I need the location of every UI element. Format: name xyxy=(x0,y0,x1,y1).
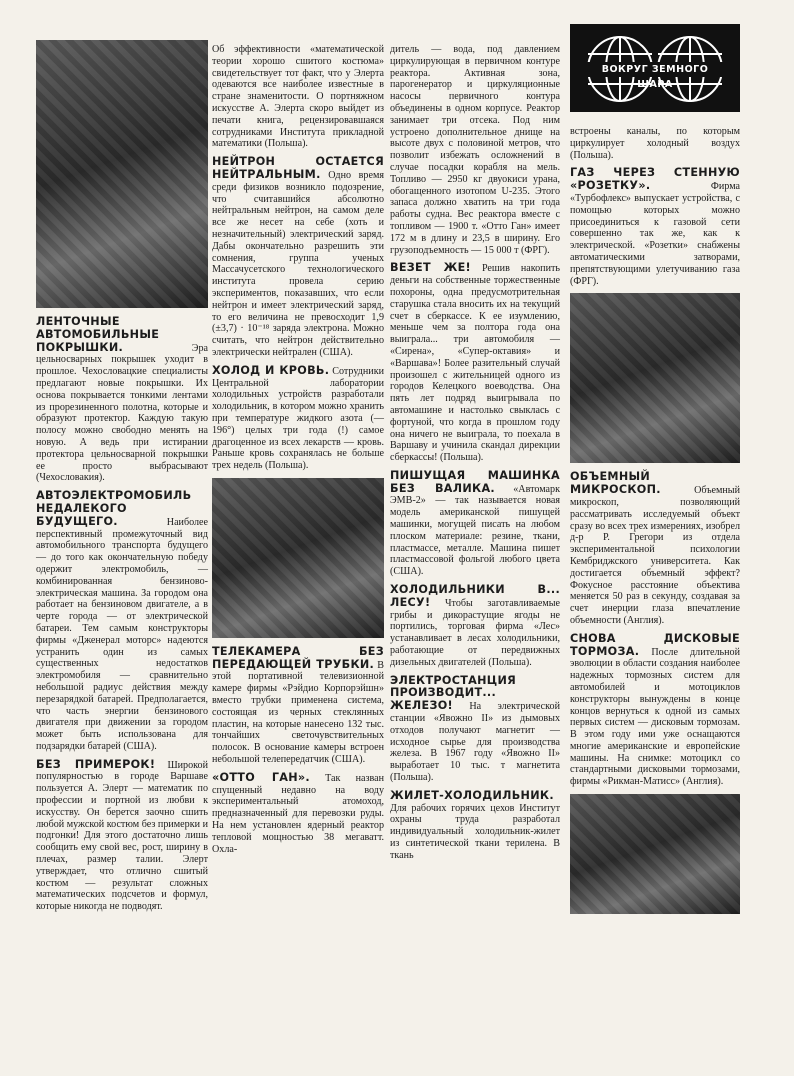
headline-typewriter: ПИШУЩАЯ МАШИНКА БЕЗ ВАЛИКА. xyxy=(390,468,560,495)
article-microscope: Объемный микроскоп, позволяющий рассматривать исследуемый объект сразу во всех трех измерениях, изобрел д-р Р. Грегори из отдела экспериментальной психологии Кембриджского университета. Как достигается объемный эффект? Фокусное расстояние объектива меняется 50 раз в секунду, создавая за счет инерции глаза впечатление объемности (Англия). xyxy=(570,485,740,626)
column-1 xyxy=(36,40,208,919)
article-cooling-vest: Для рабочих горячих цехов Институт охраны труда разработал индивидуальный холодильник-жилет из синтетической ткани терилена. В ткань xyxy=(390,802,560,861)
article-gas-socket: Фирма «Турбофлекс» выпускает устройства, с помощью которых можно присоединиться к газовой сети совершенно так же, как к электрической. «Розетки» снабжены автоматическими затворами, препятствующими улетучиванию газа (ФРГ). xyxy=(570,181,740,287)
headline-cooling-vest: ЖИЛЕТ-ХОЛОДИЛЬНИК. xyxy=(390,788,554,802)
article-lucky: Решив накопить деньги на собственные торжественные похороны, одна предусмотрительная старушка стала вносить их на текущий счет в сберкассе. К ее изумлению, меньше чем за полтора года она выиграла... три автомобиля — «Сирена», «Супер-октавия» и «Варшава»! Более разительный случай произошел с жительницей одного из городов Келецкого воеводства. Она пять лет подряд выигрывала по автомашине и настолько свыклась с фортуной, что когда в прошлом году она ничего не выиграла, то поехала в Варшаву и учинила скандал дирекции сберкассы! (Польша). xyxy=(390,263,560,464)
article-otto-hahn: Так назван спущенный недавно на воду экспериментальный атомоход, предназначенный для перевозки руды. На нем установлен ядерный реактор тепловой мощностью 38 мегаватт. Охла- xyxy=(212,772,384,855)
headline-gas-socket: ГАЗ ЧЕРЕЗ СТЕННУЮ «РОЗЕТКУ». xyxy=(570,166,740,193)
headline-microscope: ОБЪЕМНЫЙ МИКРОСКОП. xyxy=(570,470,661,497)
headline-tv-camera: ТЕЛЕКАМЕРА БЕЗ ПЕРЕДАЮЩЕЙ ТРУБКИ. xyxy=(212,644,384,671)
article-otto-hahn-continued: дитель — вода, под давлением циркулирующая в первичном контуре реактора. Активная зона, парогенератор и циркуляционные насосы первичного контура объединены в одном корпусе. Реактор занимает три отсека. Под ним устроено дополнительное днище на высоте двух с половиной метров, что позволит избежать осложнений в случае посадки корабля на мель. Топливо — 2950 кг двуокиси урана, обогащенного изотопом U-235. Этого запаса должно хватить на три года работы судна. Вес реактора вместе с топливом — 1900 т. «Отто Ган» имеет 172 м в длину и 23,5 в ширину. Его грузоподъемность — 15 000 т (ФРГ). xyxy=(390,44,560,256)
headline-otto-hahn: «ОТТО ГАН». xyxy=(212,770,310,784)
article-typewriter: «Автомарк ЭМВ-2» — так называется новая модель американской пишущей машинки, могущей писать на любом плоском материале: резине, ткани, пластмассе, металле. Машина пишет пластмассовой фольгой любого цвета (США). xyxy=(390,483,560,578)
photo-motorcycle xyxy=(570,794,740,914)
section-logo xyxy=(570,24,740,112)
article-forest-fridge: Чтобы заготавливаемые грибы и дикорастущие ягоды не портились, торговая фирма «Лес» устанавливает в лесах холодильники, работающие от передвижных дизельных двигателей (Польша). xyxy=(390,597,560,668)
headline-lucky: ВЕЗЕТ ЖЕ! xyxy=(390,261,471,275)
article-tailor-continued: Об эффективности «математической теории хорошо сшитого костюма» свидетельствует тот факт, что у Элерта одеваются все наиболее известные в стране знаменитости. О портняжном искусстве А. Элерта скоро выйдет из печати книга, рецензировавшаяся сотрудниками Института прикладной математики (Польша). xyxy=(212,44,384,150)
headline-no-fitting: БЕЗ ПРИМЕРОК! xyxy=(36,757,156,771)
column-4 xyxy=(570,24,740,922)
article-hybrid-car: Наиболее перспективный промежуточный вид автомобильного транспорта будущего — до того как окончательную победу одержит электромобиль, — комбинированная бензиново-электрическая машина. За городом она работает на бензиновом двигателе, а в черте города — от электрической батареи. Тем самым конструкторы фирмы «Дженерал моторс» надеются устранить один из самых существенных недостатков электромобиля — сравнительно небольшой радиус действия между перезарядкой батарей. Предполагается, что часть энергии бензинового двигателя при движении за городом может быть использована для подзарядки батарей (США). xyxy=(36,516,208,752)
article-cooling-vest-continued: встроены каналы, по которым циркулирует холодный воздух (Польша). xyxy=(570,126,740,161)
headline-neutron: НЕЙТРОН ОСТАЕТСЯ НЕЙТРАЛЬНЫМ. xyxy=(212,155,384,181)
headline-forest-fridge: ХОЛОДИЛЬНИКИ В... ЛЕСУ! xyxy=(390,583,560,609)
headline-tires: ЛЕНТОЧНЫЕ АВТОМОБИЛЬНЫЕ ПОКРЫШКИ. xyxy=(36,315,160,354)
photo-man-with-tire xyxy=(36,40,208,308)
headline-hybrid-car: АВТОЭЛЕКТРОМОБИЛЬ НЕДАЛЕКОГО БУДУЩЕГО. xyxy=(36,489,192,528)
article-power-iron: На электрической станции «Явожно II» из дымовых отходов получают магнетит — исходное сырье для производства железа. В 1967 году «Явожно II» выработает 10 тыс. т магнетита (Польша). xyxy=(390,701,560,784)
article-neutron: Одно время среди физиков возникло подозрение, что считавшийся абсолютно нейтральным нейтрон, на самом деле все же несет на себе (хоть и незначительный) электрический заряд. Дабы окончательно разрешить эти сомнения, группа ученых Массачусетского технологического института провела серию экспериментов, показавших, что если нейтрон и имеет электрический заряд, то его величина не превосходит 1,9 (±3,7) · 10⁻¹⁸ заряда электрона. Можно считать, что нейтрон действительно электрически нейтрален (США). xyxy=(212,169,384,358)
article-tv-camera: В этой портативной телевизионной камере фирмы «Рэйдио Корпорэйшн» вместо трубки применена система, состоящая из черных стеклянных пластин, на которые нанесено 132 тыс. тончайших светочувствительных полосок. В основание камеры встроен небольшой телепередатчик (США). xyxy=(212,659,384,766)
article-no-fitting: Широкой популярностью в городе Варшаве пользуется А. Элерт — математик по профессии и портной из любви к искусству. Он берется заочно сшить любой мужской костюм без примерки и подгонки! Для этого достаточно лишь сообщить ему свой вес, рост, ширину в плечах, размер талии. Элерт утверждает, что отлично сшитый костюм — результат сложных математических подсчетов и формул, которые никогда не подводят. xyxy=(36,759,208,913)
photo-microscope xyxy=(570,293,740,463)
headline-power-iron: ЭЛЕКТРОСТАНЦИЯ ПРОИЗВОДИТ... ЖЕЛЕЗО! xyxy=(390,673,517,713)
headline-cold-blood: ХОЛОД И КРОВЬ. xyxy=(212,363,330,377)
article-tires: Эра цельносварных покрышек уходит в прошлое. Чехословацкие специалисты предлагают новые покрышки. Их основа покрывается тонкими лентами из прорезиненного полотна, которые и образуют протектор. Каждую такую полосу можно свободно менять на новую. А ведь при истирании протектора цельносварной покрышки ее просто выбрасывают (Чехословакия). xyxy=(36,342,208,484)
photo-tv-camera xyxy=(212,478,384,638)
column-3 xyxy=(390,44,560,868)
section-title: ВОКРУГ ЗЕМНОГО ШАРА xyxy=(584,62,726,77)
article-disc-brakes: После длительной эволюции в области создания наиболее надежных тормозных систем для автомобилей и мотоциклов конструкторы вынуждены в конце концов вернуться к одной из самых первых систем — дисковым тормозам. В этом году ими уже оснащаются многие американские и европейские машины. На снимке: мотоцикл со стандартными дисковыми тормозами, фирмы «Рикман-Матисс» (Англия). xyxy=(570,646,740,788)
headline-disc-brakes: СНОВА ДИСКОВЫЕ ТОРМОЗА. xyxy=(570,631,740,658)
column-2 xyxy=(212,44,384,861)
article-cold-blood: Сотрудники Центральной лаборатории холодильных устройств разработали холодильник, в котором можно хранить при температуре жидкого азота (—196°) целых три года (!) самое драгоценное из всех лекарств — кровь. Раньше кровь сохранялась не больше трех недель (Польша). xyxy=(212,365,384,472)
